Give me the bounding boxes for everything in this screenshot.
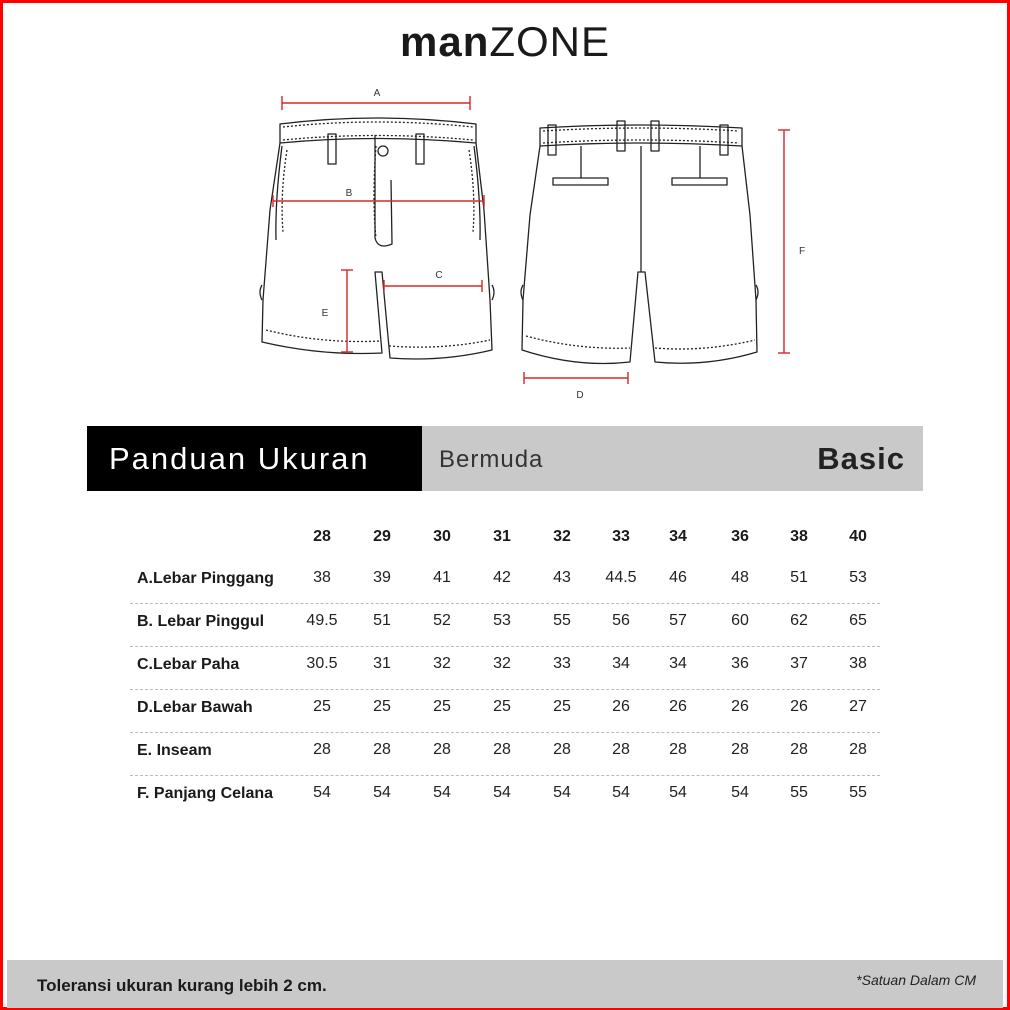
dim-label-c: C (435, 270, 443, 281)
table-cell: 54 (669, 784, 687, 801)
size-header: 28 (313, 528, 331, 545)
table-cell: 53 (849, 569, 867, 586)
row-label: B. Lebar Pinggul (137, 613, 265, 630)
dim-label-e: E (321, 308, 329, 319)
row-label: F. Panjang Celana (137, 785, 274, 802)
table-cell: 54 (373, 784, 391, 801)
table-cell: 32 (493, 655, 511, 672)
table-cell: 55 (790, 784, 808, 801)
table-row (130, 775, 880, 818)
table-cell: 53 (493, 612, 511, 629)
banner-title: Panduan Ukuran (87, 426, 422, 491)
dim-label-f: F (798, 246, 806, 257)
table-cell: 55 (553, 612, 571, 629)
table-cell: 54 (493, 784, 511, 801)
table-cell: 27 (849, 698, 867, 715)
table-cell: 49.5 (306, 612, 338, 629)
table-cell: 54 (433, 784, 451, 801)
table-cell: 28 (373, 741, 391, 758)
size-header: 36 (731, 528, 749, 545)
table-cell: 48 (731, 569, 749, 586)
table-cell: 55 (849, 784, 867, 801)
table-cell: 26 (790, 698, 808, 715)
table-cell: 43 (553, 569, 571, 586)
table-cell: 26 (731, 698, 749, 715)
size-header: 30 (433, 528, 451, 545)
dim-label-a: A (373, 88, 381, 99)
table-row (130, 646, 880, 690)
table-cell: 41 (433, 569, 451, 586)
table-cell: 25 (373, 698, 391, 715)
table-cell: 28 (313, 741, 331, 758)
footer-bar (7, 960, 1003, 1008)
table-cell: 52 (433, 612, 451, 629)
table-cell: 57 (669, 612, 687, 629)
table-cell: 28 (493, 741, 511, 758)
table-cell: 30.5 (306, 655, 338, 672)
table-cell: 65 (849, 612, 867, 629)
table-cell: 54 (553, 784, 571, 801)
table-cell: 36 (731, 655, 749, 672)
table-cell: 42 (493, 569, 511, 586)
table-cell: 28 (612, 741, 630, 758)
table-cell: 34 (669, 655, 687, 672)
size-header: 31 (493, 528, 511, 545)
brand-logo-part1: man (399, 18, 490, 65)
size-header: 40 (849, 528, 867, 545)
table-cell: 25 (493, 698, 511, 715)
table-cell: 44.5 (605, 569, 637, 586)
row-label: D.Lebar Bawah (137, 699, 253, 716)
table-cell: 54 (731, 784, 749, 801)
table-cell: 28 (433, 741, 451, 758)
dim-label-b: B (345, 188, 353, 199)
table-cell: 31 (373, 655, 391, 672)
table-cell: 37 (790, 655, 808, 672)
table-cell: 46 (669, 569, 687, 586)
table-row (130, 560, 880, 604)
table-cell: 28 (790, 741, 808, 758)
row-label: C.Lebar Paha (137, 656, 240, 673)
table-cell: 34 (612, 655, 630, 672)
table-row (130, 603, 880, 647)
table-cell: 38 (849, 655, 867, 672)
size-guide-banner (87, 426, 923, 491)
dim-label-d: D (576, 390, 584, 401)
banner-product: Bermuda (439, 446, 544, 473)
table-cell: 28 (669, 741, 687, 758)
table-cell: 54 (313, 784, 331, 801)
table-cell: 26 (612, 698, 630, 715)
table-cell: 25 (313, 698, 331, 715)
table-cell: 28 (553, 741, 571, 758)
table-cell: 60 (731, 612, 749, 629)
table-cell: 25 (433, 698, 451, 715)
table-cell: 39 (373, 569, 391, 586)
table-cell: 51 (790, 569, 808, 586)
table-cell: 56 (612, 612, 630, 629)
banner-variant: Basic (817, 441, 905, 476)
table-cell: 28 (849, 741, 867, 758)
table-cell: 51 (373, 612, 391, 629)
row-label: E. Inseam (137, 742, 212, 759)
shorts-front-view (260, 118, 494, 359)
shorts-diagram (0, 0, 1010, 420)
unit-note: *Satuan Dalam CM (856, 972, 976, 988)
size-header: 33 (612, 528, 630, 545)
size-header: 32 (553, 528, 571, 545)
size-header: 29 (373, 528, 391, 545)
brand-logo-part2: ZONE (489, 18, 611, 65)
table-cell: 54 (612, 784, 630, 801)
table-cell: 32 (433, 655, 451, 672)
table-row (130, 732, 880, 776)
table-cell: 28 (731, 741, 749, 758)
table-cell: 26 (669, 698, 687, 715)
table-row (130, 689, 880, 733)
row-label: A.Lebar Pinggang (137, 570, 274, 587)
table-cell: 62 (790, 612, 808, 629)
size-header: 38 (790, 528, 808, 545)
size-header: 34 (669, 528, 687, 545)
tolerance-note: Toleransi ukuran kurang lebih 2 cm. (37, 976, 327, 995)
table-cell: 33 (553, 655, 571, 672)
table-cell: 38 (313, 569, 331, 586)
table-cell: 25 (553, 698, 571, 715)
shorts-back-view (521, 121, 758, 364)
